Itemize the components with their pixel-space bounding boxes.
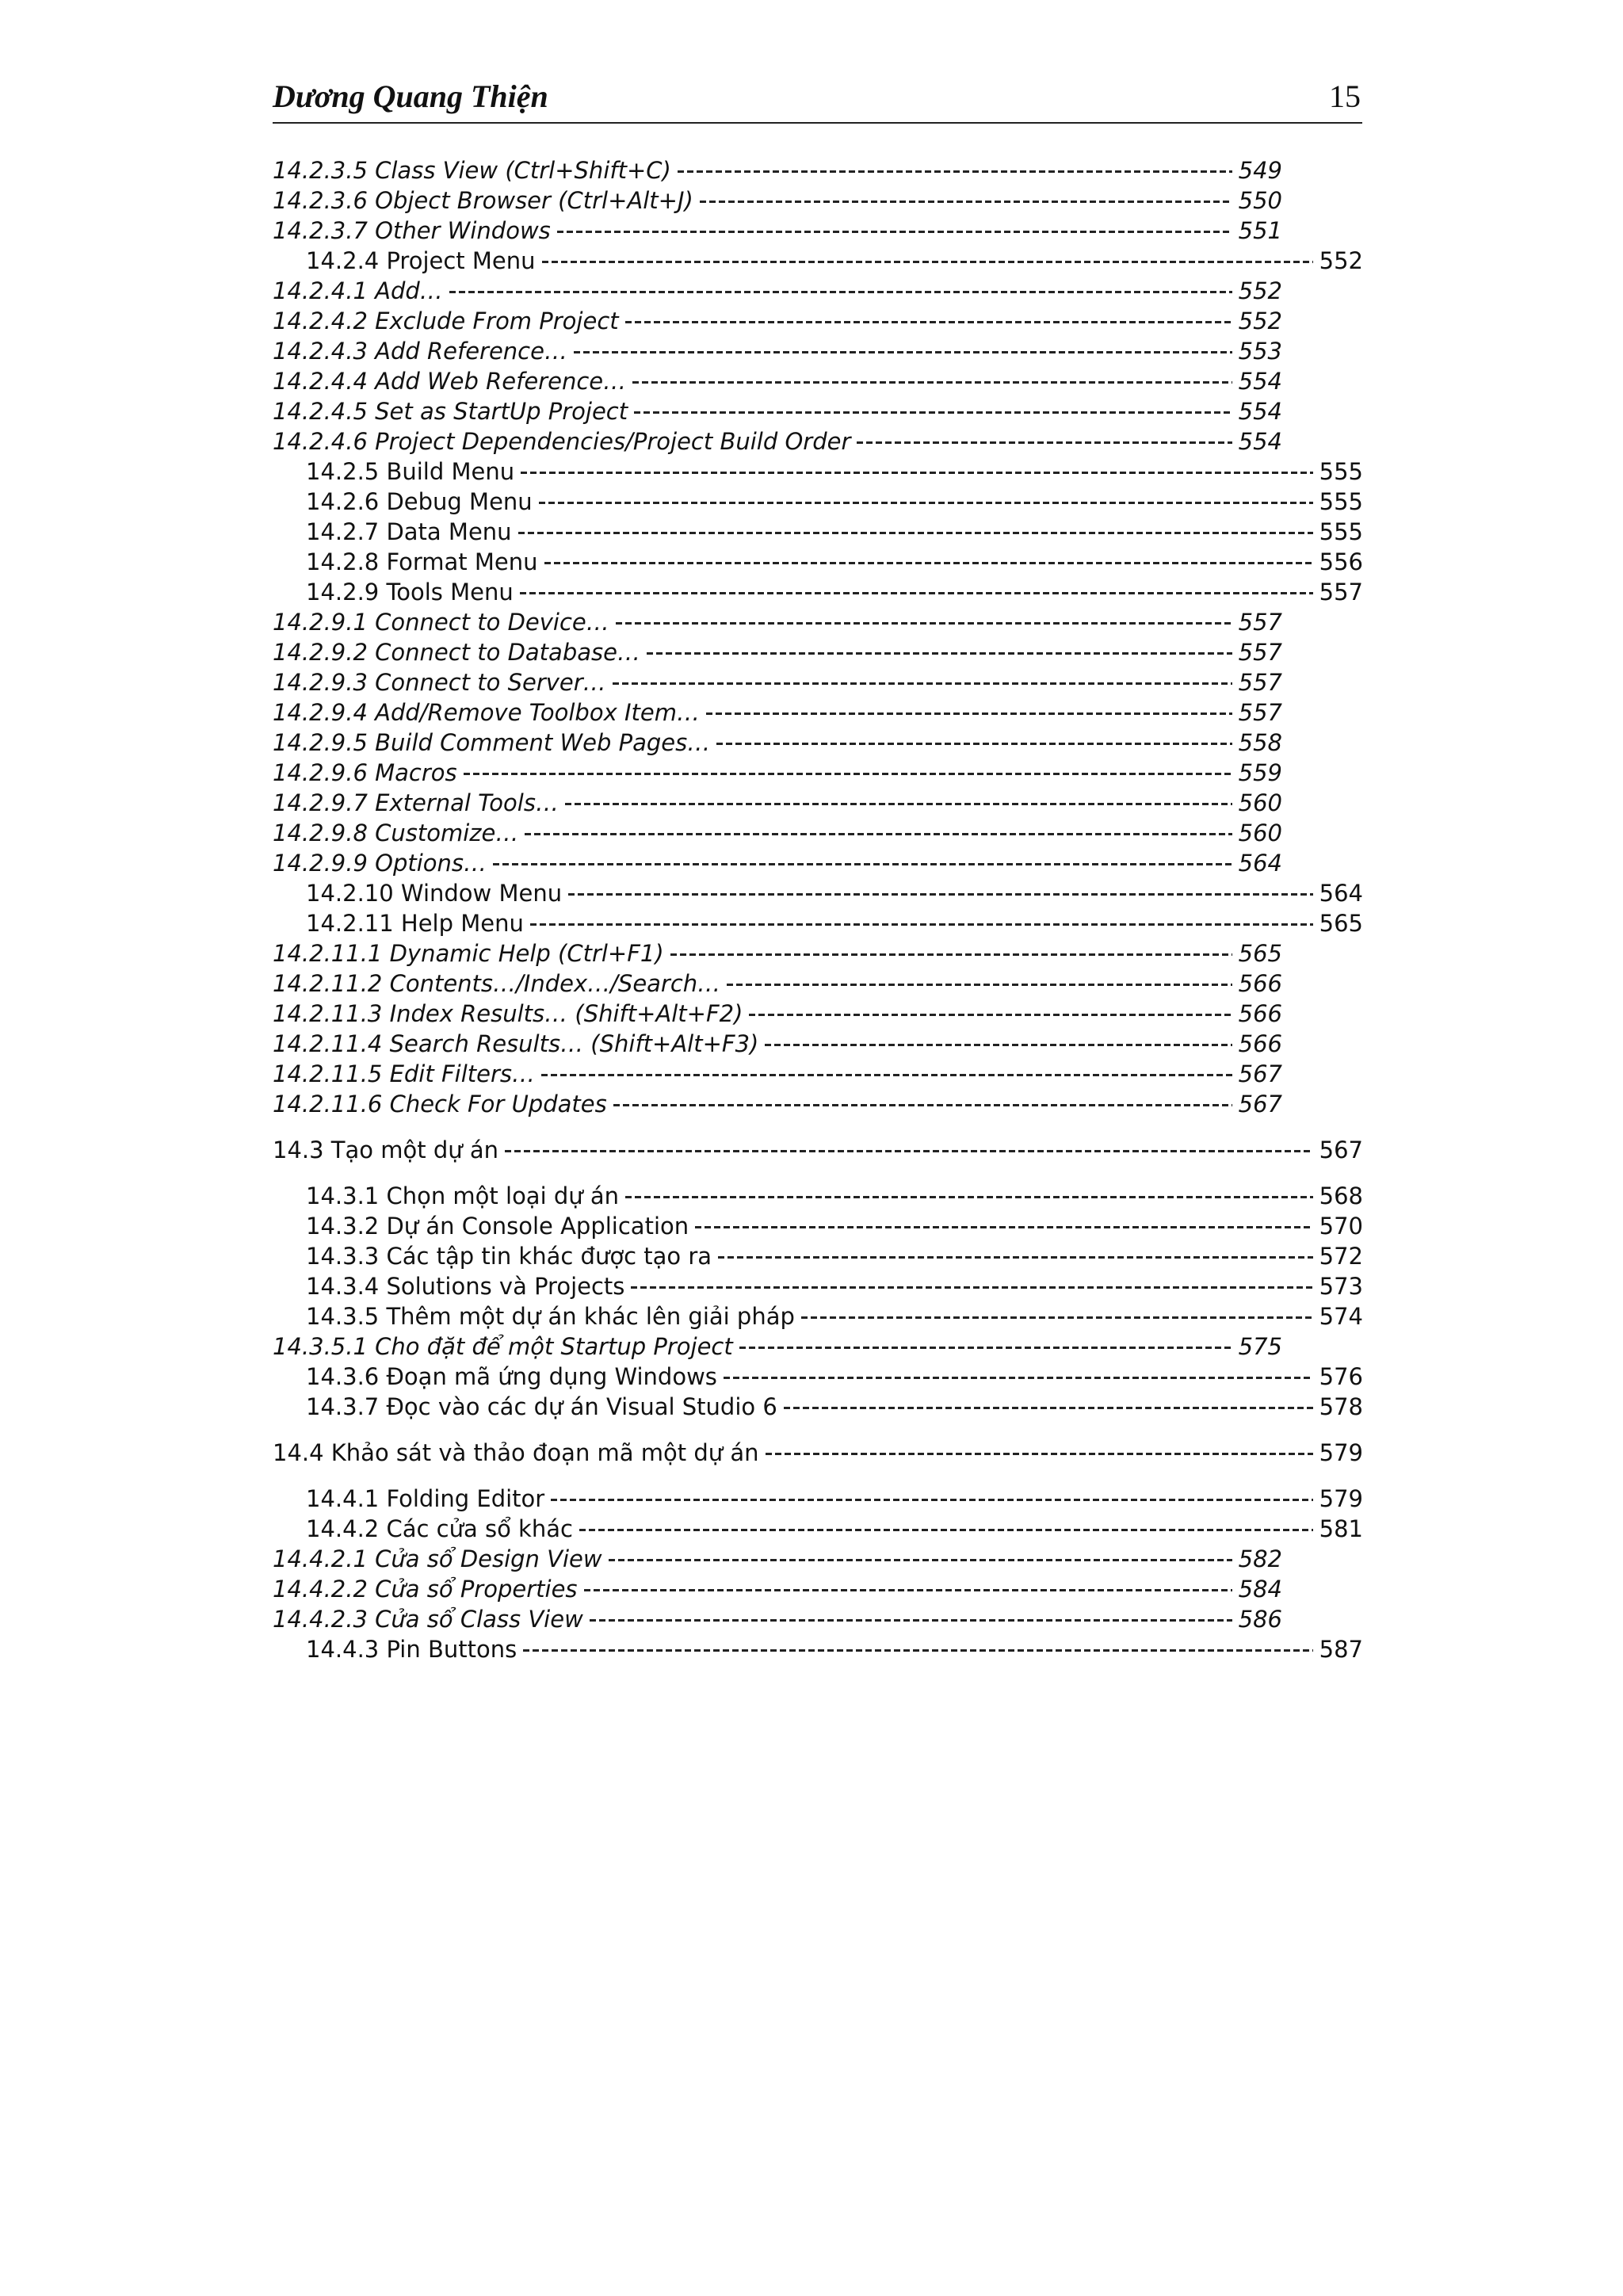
toc-entry-page: 584	[1238, 1576, 1282, 1603]
toc-entry-page: 558	[1238, 729, 1282, 756]
toc-dot-leader	[530, 923, 1313, 926]
toc-dot-leader	[551, 1499, 1312, 1501]
toc-entry-title: 14.2.9.4 Add/Remove Toolbox Item…	[273, 699, 700, 726]
toc-dot-leader	[525, 833, 1232, 835]
toc-entry-title: 14.2.4 Project Menu	[306, 247, 536, 274]
toc-entry-page: 570	[1319, 1213, 1363, 1240]
toc-entry-title: 14.4.3 Pin Buttons	[306, 1636, 517, 1663]
toc-dot-leader	[678, 170, 1232, 173]
toc-dot-leader	[706, 712, 1232, 715]
toc-entry[interactable]	[273, 457, 1363, 487]
toc-entry[interactable]	[273, 1211, 1363, 1241]
toc-entry[interactable]	[273, 1574, 1282, 1604]
toc-entry-page: 582	[1238, 1545, 1282, 1572]
toc-entry-page: 572	[1319, 1243, 1363, 1270]
toc-dot-leader	[616, 622, 1232, 625]
toc-dot-leader	[449, 291, 1232, 293]
toc-entry-title: 14.2.9.9 Options…	[273, 850, 487, 877]
toc-dot-leader	[765, 1044, 1232, 1046]
toc-entry-title: 14.2.9.6 Macros	[273, 759, 457, 786]
toc-entry[interactable]	[273, 1544, 1282, 1574]
toc-entry[interactable]	[273, 818, 1282, 848]
toc-dot-leader	[584, 1589, 1232, 1591]
toc-entry[interactable]	[273, 517, 1363, 547]
toc-entry-title: 14.2.11.5 Edit Filters…	[273, 1060, 535, 1087]
toc-entry-title: 14.2.4.1 Add…	[273, 277, 443, 304]
toc-entry-page: 568	[1319, 1182, 1363, 1209]
toc-entry-page: 554	[1238, 428, 1282, 455]
toc-dot-leader	[520, 592, 1313, 594]
toc-entry[interactable]	[273, 758, 1282, 788]
toc-entry[interactable]	[273, 788, 1282, 818]
toc-entry-title: 14.4 Khảo sát và thảo đoạn mã một dự án	[273, 1439, 759, 1466]
toc-entry[interactable]	[273, 1438, 1363, 1468]
toc-dot-leader	[857, 441, 1232, 444]
toc-entry[interactable]	[273, 306, 1282, 336]
toc-entry[interactable]	[273, 185, 1282, 216]
toc-dot-leader	[568, 893, 1313, 896]
toc-entry[interactable]	[273, 637, 1282, 667]
toc-entry[interactable]	[273, 1135, 1363, 1165]
toc-dot-leader	[739, 1347, 1232, 1349]
toc-entry-title: 14.3.5 Thêm một dự án khác lên giải pháp	[306, 1303, 795, 1330]
toc-entry[interactable]	[273, 1392, 1363, 1422]
page-header	[273, 78, 1362, 124]
toc-entry-page: 554	[1238, 368, 1282, 395]
toc-entry[interactable]	[273, 1181, 1363, 1211]
toc-entry-title: 14.4.2.1 Cửa sổ Design View	[273, 1545, 602, 1572]
toc-entry-page: 557	[1238, 669, 1282, 696]
table-of-contents	[273, 155, 1363, 1664]
toc-entry-page: 575	[1238, 1333, 1282, 1360]
toc-entry-page: 564	[1238, 850, 1282, 877]
toc-dot-leader	[631, 1286, 1312, 1289]
toc-entry-page: 578	[1319, 1393, 1363, 1420]
toc-entry-title: 14.3.6 Đoạn mã ứng dụng Windows	[306, 1363, 717, 1390]
toc-entry-title: 14.2.11.2 Contents…/Index…/Search…	[273, 970, 721, 997]
header-page-number: 15	[1329, 78, 1361, 114]
toc-entry-page: 549	[1238, 157, 1282, 184]
toc-entry[interactable]	[273, 1331, 1282, 1362]
toc-dot-leader	[542, 261, 1313, 263]
toc-entry-title: 14.2.11.6 Check For Updates	[273, 1091, 607, 1117]
toc-entry-page: 560	[1238, 819, 1282, 846]
toc-entry[interactable]	[273, 487, 1363, 517]
toc-entry-page: 587	[1319, 1636, 1363, 1663]
toc-entry-page: 551	[1238, 217, 1282, 244]
toc-dot-leader	[801, 1316, 1313, 1319]
toc-dot-leader	[518, 532, 1313, 534]
toc-entry-page: 560	[1238, 789, 1282, 816]
toc-entry-title: 14.2.4.5 Set as StartUp Project	[273, 398, 628, 425]
toc-entry[interactable]	[273, 426, 1282, 457]
toc-entry-title: 14.2.11.4 Search Results… (Shift+Alt+F3)	[273, 1030, 759, 1057]
toc-dot-leader	[724, 1377, 1313, 1379]
toc-entry-title: 14.2.4.2 Exclude From Project	[273, 308, 619, 334]
toc-entry[interactable]	[273, 878, 1363, 908]
toc-entry[interactable]	[273, 848, 1282, 878]
toc-entry-page: 579	[1319, 1439, 1363, 1466]
toc-entry[interactable]	[273, 1514, 1363, 1544]
toc-dot-leader	[590, 1619, 1232, 1622]
toc-dot-leader	[574, 351, 1232, 353]
toc-entry-title: 14.3.5.1 Cho đặt để một Startup Project	[273, 1333, 733, 1360]
toc-entry-title: 14.2.9.3 Connect to Server…	[273, 669, 606, 696]
toc-entry[interactable]	[273, 1241, 1363, 1271]
toc-entry-title: 14.3.1 Chọn một loại dự án	[306, 1182, 620, 1209]
toc-dot-leader	[493, 863, 1232, 865]
toc-entry[interactable]	[273, 1059, 1282, 1089]
toc-entry-title: 14.2.9.2 Connect to Database…	[273, 639, 640, 666]
toc-dot-leader	[718, 1256, 1313, 1259]
toc-entry[interactable]	[273, 1362, 1363, 1392]
toc-entry-page: 566	[1238, 1030, 1282, 1057]
toc-dot-leader	[609, 1559, 1232, 1561]
toc-entry[interactable]	[273, 276, 1282, 306]
toc-dot-leader	[700, 201, 1232, 203]
toc-entry[interactable]	[273, 1029, 1282, 1059]
toc-entry[interactable]	[273, 1089, 1282, 1119]
toc-entry-title: 14.3.4 Solutions và Projects	[306, 1273, 625, 1300]
toc-entry-page: 556	[1319, 548, 1363, 575]
toc-entry[interactable]	[273, 396, 1282, 426]
toc-dot-leader	[727, 984, 1232, 986]
toc-dot-leader	[505, 1150, 1313, 1152]
toc-entry[interactable]	[273, 968, 1282, 999]
toc-entry-page: 564	[1319, 880, 1363, 907]
toc-entry-page: 573	[1319, 1273, 1363, 1300]
toc-dot-leader	[695, 1226, 1313, 1228]
toc-entry-title: 14.2.9.1 Connect to Device…	[273, 609, 609, 636]
toc-entry-page: 581	[1319, 1515, 1363, 1542]
toc-entry-title: 14.2.3.5 Class View (Ctrl+Shift+C)	[273, 157, 671, 184]
toc-dot-leader	[632, 381, 1232, 384]
toc-entry-title: 14.2.7 Data Menu	[306, 518, 512, 545]
toc-entry-title: 14.2.11 Help Menu	[306, 910, 524, 937]
toc-entry-title: 14.4.2 Các cửa sổ khác	[306, 1515, 573, 1542]
toc-dot-leader	[521, 472, 1313, 474]
toc-entry-page: 552	[1238, 277, 1282, 304]
toc-entry-title: 14.2.5 Build Menu	[306, 458, 515, 485]
toc-entry-page: 565	[1238, 940, 1282, 967]
toc-entry-page: 553	[1238, 338, 1282, 365]
toc-entry-page: 567	[1238, 1091, 1282, 1117]
toc-entry-page: 555	[1319, 518, 1363, 545]
toc-entry[interactable]	[273, 728, 1282, 758]
toc-entry-title: 14.2.9.8 Customize…	[273, 819, 519, 846]
toc-entry-page: 567	[1238, 1060, 1282, 1087]
toc-entry[interactable]	[273, 697, 1282, 728]
toc-entry-title: 14.4.1 Folding Editor	[306, 1485, 545, 1512]
toc-dot-leader	[464, 773, 1232, 775]
toc-entry[interactable]	[273, 246, 1363, 276]
toc-dot-leader	[716, 743, 1232, 745]
toc-dot-leader	[634, 411, 1232, 414]
toc-entry-page: 557	[1238, 639, 1282, 666]
toc-dot-leader	[625, 321, 1232, 323]
toc-entry-title: 14.2.3.7 Other Windows	[273, 217, 551, 244]
toc-entry[interactable]	[273, 938, 1282, 968]
toc-entry[interactable]	[273, 336, 1282, 366]
toc-entry-page: 550	[1238, 187, 1282, 214]
toc-dot-leader	[579, 1529, 1313, 1531]
toc-entry-title: 14.3.7 Đọc vào các dự án Visual Studio 6	[306, 1393, 777, 1420]
toc-entry-page: 559	[1238, 759, 1282, 786]
toc-entry-page: 574	[1319, 1303, 1363, 1330]
toc-dot-leader	[565, 803, 1232, 805]
toc-entry-title: 14.2.4.4 Add Web Reference…	[273, 368, 627, 395]
toc-entry-title: 14.2.4.3 Add Reference…	[273, 338, 567, 365]
toc-entry-title: 14.4.2.2 Cửa sổ Properties	[273, 1576, 578, 1603]
toc-entry[interactable]	[273, 1604, 1282, 1634]
toc-entry[interactable]	[273, 908, 1363, 938]
toc-entry-title: 14.2.11.1 Dynamic Help (Ctrl+F1)	[273, 940, 664, 967]
toc-entry-page: 552	[1238, 308, 1282, 334]
toc-entry[interactable]	[273, 366, 1282, 396]
toc-entry-title: 14.2.6 Debug Menu	[306, 488, 533, 515]
toc-entry[interactable]	[273, 155, 1282, 185]
toc-entry[interactable]	[273, 547, 1363, 577]
toc-entry[interactable]	[273, 1634, 1363, 1664]
toc-entry-page: 557	[1319, 579, 1363, 606]
toc-entry-page: 566	[1238, 1000, 1282, 1027]
toc-dot-leader	[766, 1453, 1313, 1455]
toc-dot-leader	[784, 1407, 1313, 1409]
toc-entry-title: 14.3.3 Các tập tin khác được tạo ra	[306, 1243, 712, 1270]
toc-entry[interactable]	[273, 607, 1282, 637]
toc-entry[interactable]	[273, 577, 1363, 607]
toc-entry-page: 567	[1319, 1137, 1363, 1163]
toc-entry-title: 14.2.8 Format Menu	[306, 548, 538, 575]
toc-entry-page: 554	[1238, 398, 1282, 425]
toc-entry-title: 14.2.10 Window Menu	[306, 880, 563, 907]
toc-entry-page: 586	[1238, 1606, 1282, 1633]
toc-entry[interactable]	[273, 999, 1282, 1029]
toc-entry[interactable]	[273, 1271, 1363, 1301]
toc-entry-page: 557	[1238, 699, 1282, 726]
toc-entry[interactable]	[273, 1301, 1363, 1331]
toc-dot-leader	[749, 1014, 1232, 1016]
toc-entry-title: 14.2.11.3 Index Results… (Shift+Alt+F2)	[273, 1000, 743, 1027]
toc-entry-title: 14.2.9 Tools Menu	[306, 579, 514, 606]
toc-dot-leader	[613, 1104, 1232, 1106]
toc-entry[interactable]	[273, 1484, 1363, 1514]
toc-entry-title: 14.2.9.7 External Tools…	[273, 789, 559, 816]
toc-dot-leader	[670, 953, 1232, 956]
toc-dot-leader	[544, 562, 1313, 564]
toc-entry-page: 576	[1319, 1363, 1363, 1390]
toc-dot-leader	[539, 502, 1313, 504]
toc-dot-leader	[647, 652, 1232, 655]
toc-dot-leader	[523, 1649, 1312, 1652]
toc-dot-leader	[625, 1196, 1313, 1198]
toc-entry-title: 14.3.2 Dự án Console Application	[306, 1213, 689, 1240]
toc-entry-page: 579	[1319, 1485, 1363, 1512]
toc-entry[interactable]	[273, 667, 1282, 697]
toc-entry-title: 14.3 Tạo một dự án	[273, 1137, 498, 1163]
toc-entry-page: 552	[1319, 247, 1363, 274]
toc-entry-page: 565	[1319, 910, 1363, 937]
toc-dot-leader	[541, 1074, 1232, 1076]
toc-dot-leader	[613, 682, 1232, 685]
toc-entry-page: 555	[1319, 458, 1363, 485]
toc-entry-page: 555	[1319, 488, 1363, 515]
toc-entry-title: 14.4.2.3 Cửa sổ Class View	[273, 1606, 583, 1633]
toc-entry-page: 566	[1238, 970, 1282, 997]
toc-entry-page: 557	[1238, 609, 1282, 636]
toc-entry-title: 14.2.4.6 Project Dependencies/Project Build Order	[273, 428, 851, 455]
toc-entry[interactable]	[273, 216, 1282, 246]
header-author: Dương Quang Thiện	[273, 78, 548, 114]
toc-entry-title: 14.2.9.5 Build Comment Web Pages…	[273, 729, 711, 756]
toc-dot-leader	[557, 231, 1232, 233]
toc-entry-title: 14.2.3.6 Object Browser (Ctrl+Alt+J)	[273, 187, 693, 214]
